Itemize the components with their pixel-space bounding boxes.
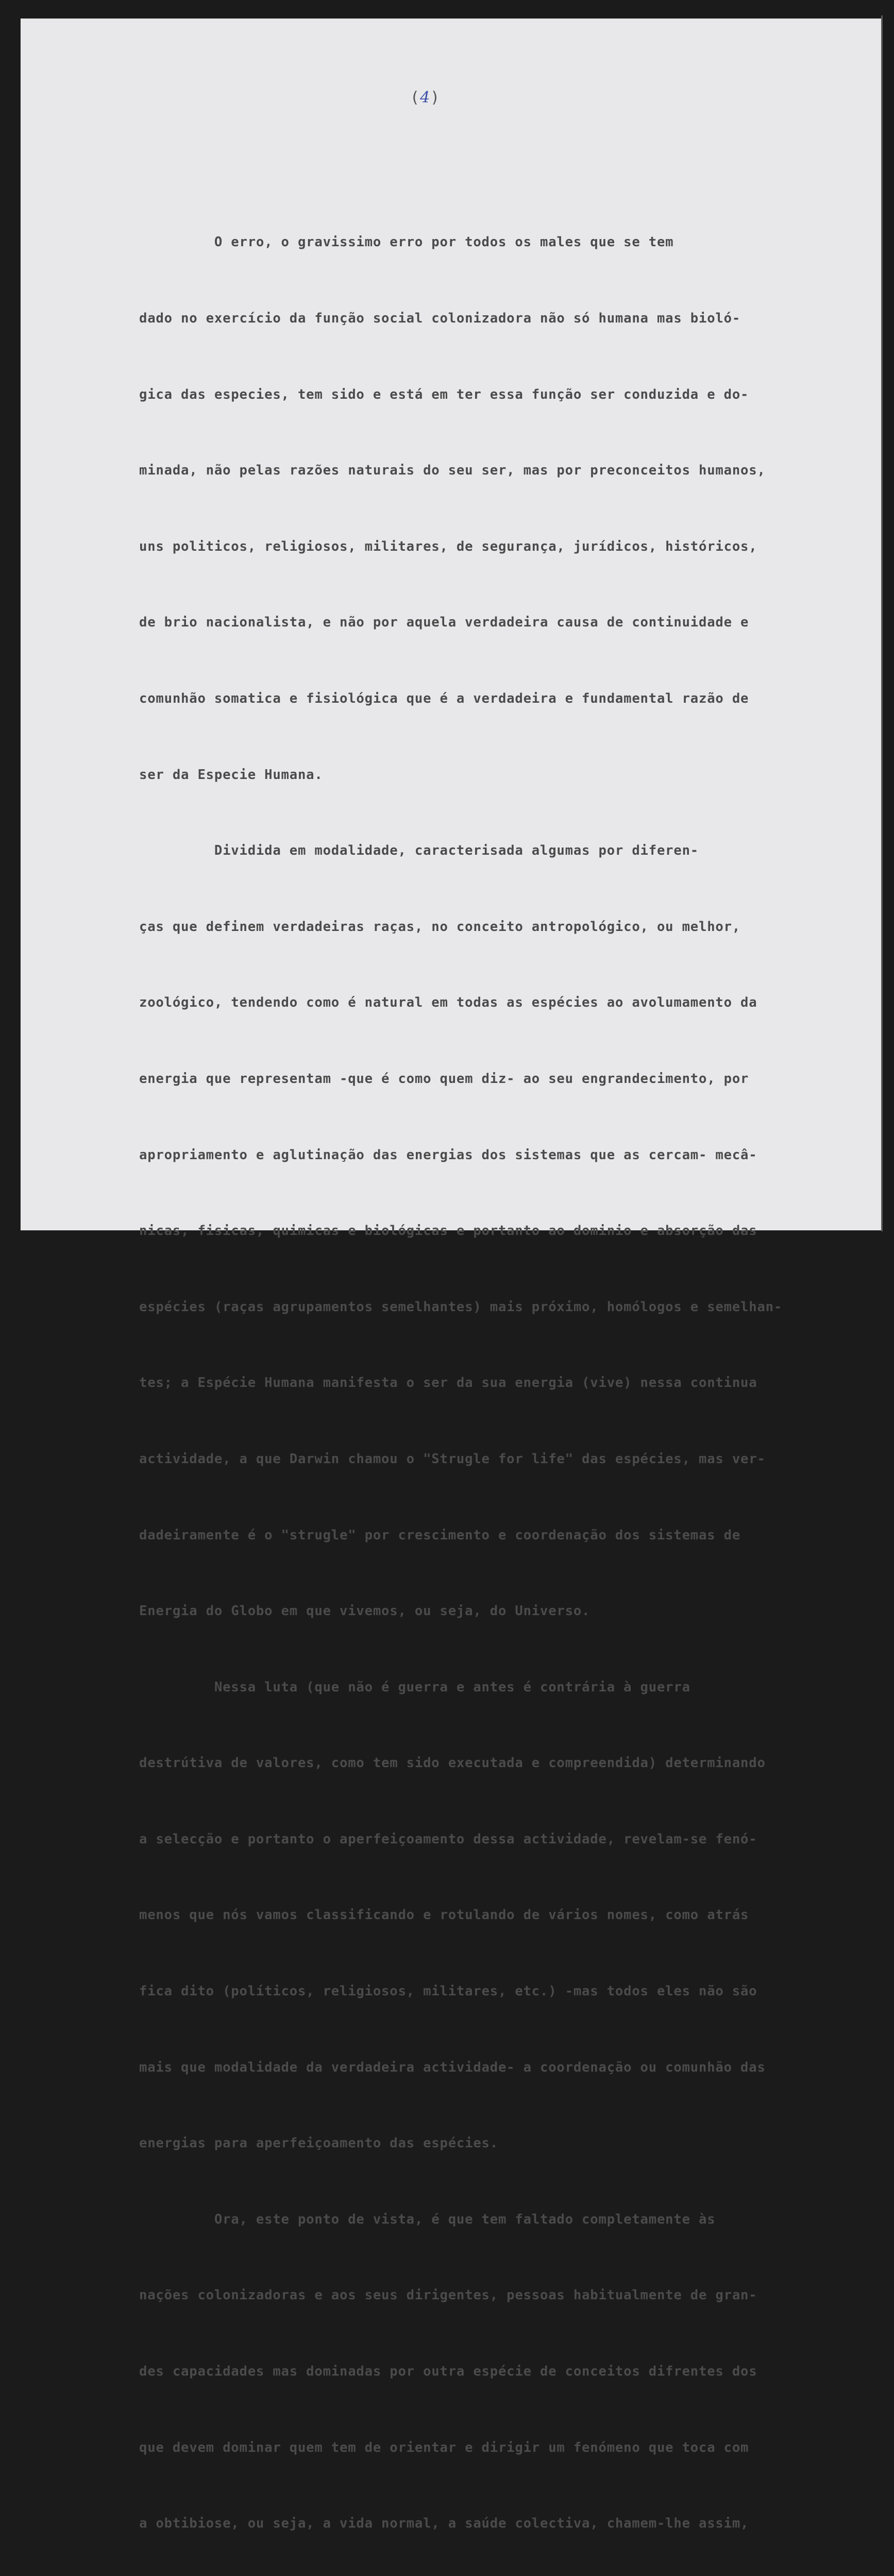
text-line: dado no exercício da função social colonizadora não só humana mas bioló- [139, 311, 741, 326]
text-line: ças que definem verdadeiras raças, no conceito antropológico, ou melhor, [139, 919, 741, 935]
text-line: menos que nós vamos classificando e rotulando de vários nomes, como atrás [139, 1907, 749, 1923]
text-line: mais que modalidade da verdadeira actividade- a coordenação ou comunhão das [139, 2059, 766, 2075]
text-line: gica das especies, tem sido e está em ter essa função ser conduzida e do- [139, 386, 749, 402]
page-number-open: ( [410, 89, 420, 107]
text-line: des capacidades mas dominadas por outra espécie de conceitos difrentes dos [139, 2364, 757, 2380]
text-line: zoológico, tendendo como é natural em todas as espécies ao avolumamento da [139, 995, 757, 1011]
text-line: ser da Especie Humana. [139, 767, 323, 783]
page-number [410, 89, 440, 107]
page-number-handwritten: 4 [420, 89, 431, 107]
text-line: destrútiva de valores, como tem sido executada e compreendida) determinando [139, 1755, 766, 1771]
text-line: que devem dominar quem tem de orientar e dirigir um fenómeno que toca com [139, 2439, 749, 2455]
text-line: Ora, este ponto de vista, é que tem faltado completamente às [139, 2211, 716, 2227]
text-line: O erro, o gravissimo erro por todos os males que se tem [139, 234, 674, 250]
text-line: nicas, fisicas, quimicas e biológicas e portanto ao dominio e absorção das [139, 1223, 757, 1239]
text-line: a obtibiose, ou seja, a vida normal, a saúde colectiva, chamem-lhe assim, [139, 2516, 749, 2532]
text-line: a selecção e portanto o aperfeiçoamento dessa actividade, revelam-se fenó- [139, 1831, 757, 1847]
text-line: minada, não pelas razões naturais do seu ser, mas por preconceitos humanos, [139, 463, 766, 479]
text-line: tes; a Espécie Humana manifesta o ser da sua energia (vive) nessa continua [139, 1375, 757, 1391]
text-line: espécies (raças agrupamentos semelhantes) mais próximo, homólogos e semelhan- [139, 1299, 783, 1315]
text-line: actividade, a que Darwin chamou o "Strugle for life" das espécies, mas ver- [139, 1451, 766, 1467]
text-line: apropriamento e aglutinação das energias dos sistemas que as cercam- mecâ- [139, 1147, 757, 1163]
text-line: energias para aperfeiçoamento das espécies. [139, 2136, 498, 2151]
page-edge [881, 15, 883, 1231]
text-line: Dividida em modalidade, caracterisada algumas por diferen- [139, 843, 699, 859]
text-line: energia que representam -que é como quem diz- ao seu engrandecimento, por [139, 1071, 749, 1087]
text-line: Energia do Globo em que vivemos, ou seja, do Universo. [139, 1603, 591, 1619]
text-line: comunhão somatica e fisiológica que é a verdadeira e fundamental razão de [139, 690, 749, 706]
text-line: uns politicos, religiosos, militares, de segurança, jurídicos, históricos, [139, 538, 757, 554]
text-line: fica dito (políticos, religiosos, militares, etc.) -mas todos eles não são [139, 1984, 757, 1999]
text-line: Nessa luta (que não é guerra e antes é contrária à guerra [139, 1679, 690, 1695]
text-line: nações colonizadoras e aos seus dirigentes, pessoas habitualmente de gran- [139, 2287, 757, 2303]
page-number-close: ) [430, 89, 441, 107]
text-line: dadeiramente é o "strugle" por crescimento e coordenação dos sistemas de [139, 1527, 741, 1543]
text-line: de brio nacionalista, e não por aquela verdadeira causa de continuidade e [139, 615, 749, 631]
typewritten-body [139, 179, 850, 2576]
